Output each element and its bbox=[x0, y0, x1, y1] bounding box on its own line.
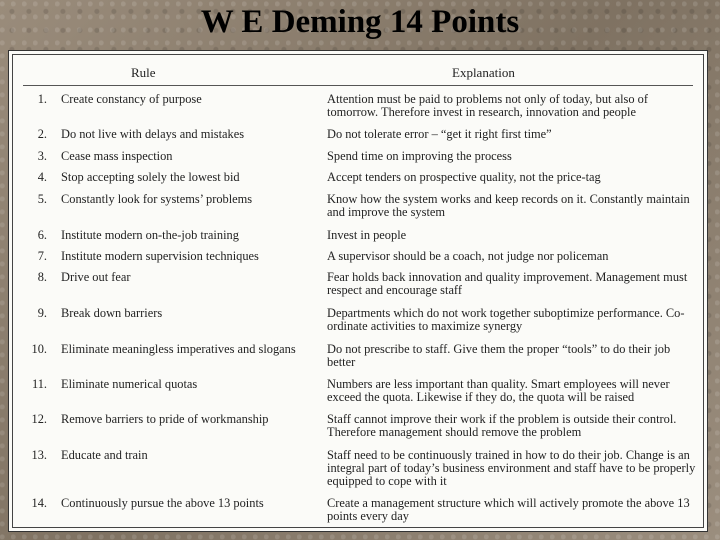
row-number: 9. bbox=[37, 306, 47, 320]
row-number: 8. bbox=[37, 270, 47, 284]
row-rule: Institute modern on-the-job training bbox=[61, 228, 239, 242]
row-rule: Continuously pursue the above 13 points bbox=[61, 496, 264, 510]
row-number: 7. bbox=[37, 249, 47, 263]
row-explanation: Create a management structure which will actively promote the above 13 points every day bbox=[327, 496, 690, 523]
column-header-rule: Rule bbox=[131, 65, 156, 80]
row-rule: Do not live with delays and mistakes bbox=[61, 127, 245, 141]
row-rule: Stop accepting solely the lowest bid bbox=[61, 170, 240, 184]
deming-table-document bbox=[8, 50, 708, 532]
row-number: 13. bbox=[31, 448, 47, 462]
row-number: 12. bbox=[31, 412, 47, 426]
row-explanation: A supervisor should be a coach, not judge nor policeman bbox=[327, 249, 609, 263]
row-explanation: Fear holds back innovation and quality improvement. Management must respect and encourage staff bbox=[327, 270, 688, 297]
row-number: 11. bbox=[31, 377, 47, 391]
row-number: 3. bbox=[37, 149, 47, 163]
row-rule: Eliminate meaningless imperatives and slogans bbox=[61, 342, 296, 356]
row-number: 5. bbox=[37, 192, 47, 206]
row-explanation: Accept tenders on prospective quality, not the price-tag bbox=[327, 170, 601, 184]
row-rule: Cease mass inspection bbox=[61, 149, 173, 163]
row-explanation: Know how the system works and keep records on it. Constantly maintain and improve the system bbox=[327, 192, 690, 219]
column-header-explanation: Explanation bbox=[452, 65, 515, 80]
row-rule: Drive out fear bbox=[61, 270, 131, 284]
slide-title: W E Deming 14 Points bbox=[200, 4, 520, 40]
row-explanation: Staff cannot improve their work if the problem is outside their control. Therefore management should remove the problem bbox=[327, 412, 677, 439]
row-explanation: Departments which do not work together suboptimize performance. Co-ordinate activities to maximize synergy bbox=[327, 306, 685, 333]
row-explanation: Staff need to be continuously trained in how to do their job. Change is an integral part of today’s business environment and staff have to be properly equipped to cope with it bbox=[327, 448, 696, 488]
row-rule: Break down barriers bbox=[61, 306, 163, 320]
row-explanation: Spend time on improving the process bbox=[327, 149, 512, 163]
row-number: 14. bbox=[31, 496, 47, 510]
row-rule: Eliminate numerical quotas bbox=[61, 377, 198, 391]
row-number: 1. bbox=[37, 92, 47, 106]
row-number: 4. bbox=[37, 170, 47, 184]
row-rule: Institute modern supervision techniques bbox=[61, 249, 259, 263]
row-explanation: Do not tolerate error – “get it right first time” bbox=[327, 127, 552, 141]
row-rule: Constantly look for systems’ problems bbox=[61, 192, 253, 206]
row-rule: Educate and train bbox=[61, 448, 148, 462]
row-rule: Create constancy of purpose bbox=[61, 92, 202, 106]
row-explanation: Do not prescribe to staff. Give them the proper “tools” to do their job better bbox=[327, 342, 671, 369]
row-explanation: Invest in people bbox=[327, 228, 407, 242]
row-rule: Remove barriers to pride of workmanship bbox=[61, 412, 269, 426]
table-frame bbox=[12, 54, 704, 528]
row-number: 2. bbox=[37, 127, 47, 141]
header-divider bbox=[23, 85, 693, 86]
row-explanation: Numbers are less important than quality. Smart employees will never exceed the quota. Likewise if they do, the quota will be raised bbox=[327, 377, 670, 404]
row-explanation: Attention must be paid to problems not only of today, but also of tomorrow. Therefore invest in research, innovation and people bbox=[327, 92, 648, 119]
row-number: 6. bbox=[37, 228, 47, 242]
row-number: 10. bbox=[31, 342, 47, 356]
